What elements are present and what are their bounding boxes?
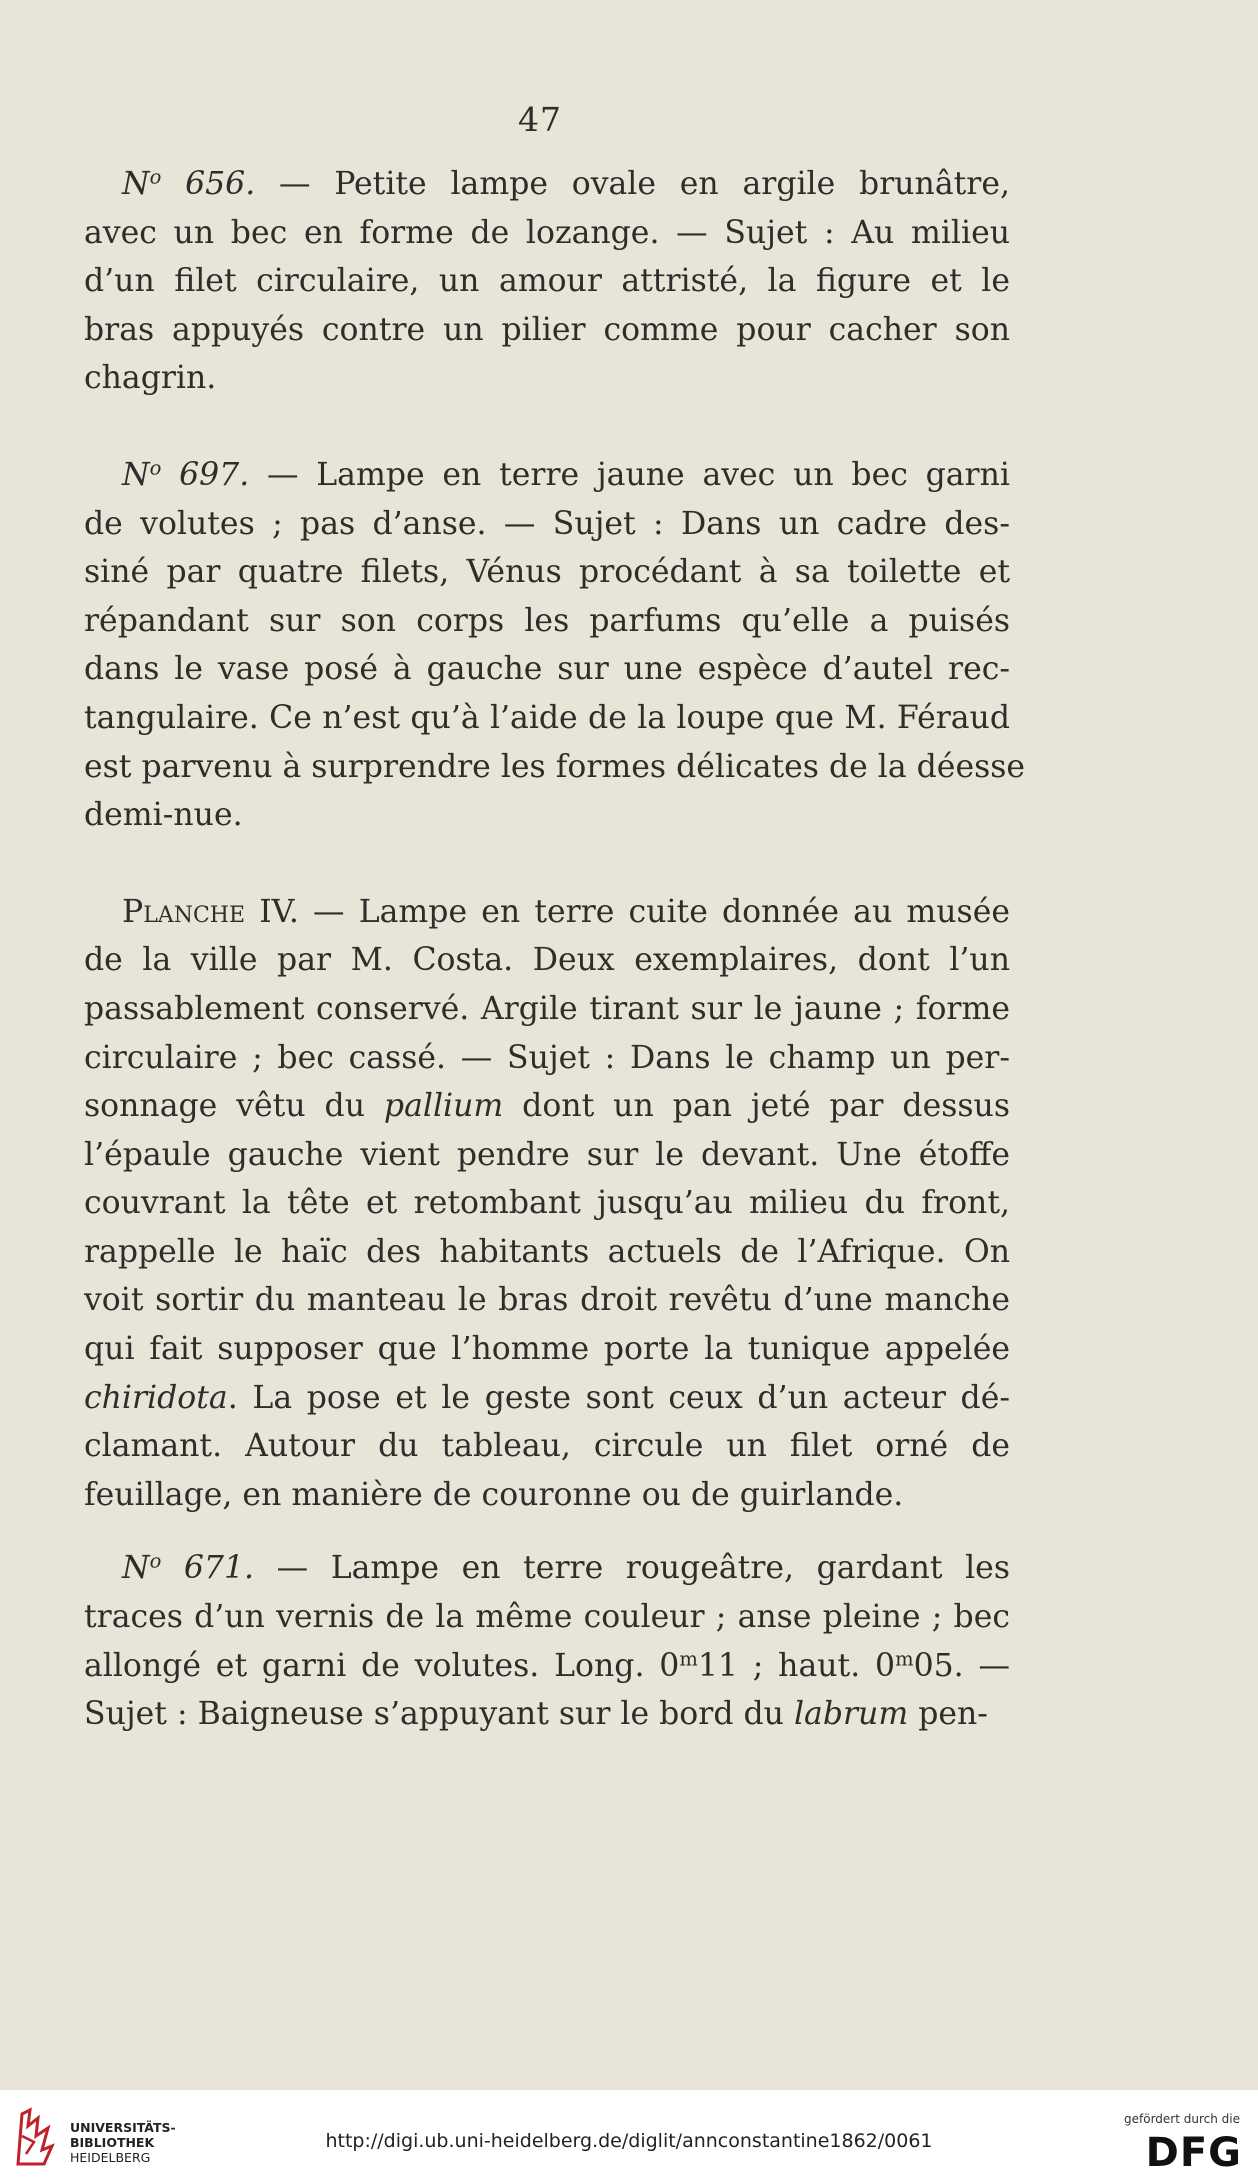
text-line: est parvenu à surprendre les formes délicates de la déesse [84, 748, 1026, 785]
text-line: clamant. Autour du tableau, circule un filet orné de [84, 1428, 1010, 1465]
text-line: tangulaire. Ce n’est qu’à l’aide de la loupe que M. Féraud [84, 699, 1010, 736]
text-line: demi-nue. [84, 797, 243, 834]
text-line: $N^o$ 697. — Lampe en terre jaune avec un bec garni [122, 456, 1010, 493]
body-text [84, 160, 1026, 1787]
text-line: circulaire ; bec cassé. — Sujet : Dans le champ un per- [84, 1039, 1010, 1076]
viewer-footer [0, 2090, 1258, 2181]
text-line: qui fait supposer que l’homme porte la tunique appelée [84, 1331, 1010, 1368]
text-line: d’un filet circulaire, un amour attristé, la figure et le [84, 263, 1010, 300]
text-line: passablement conservé. Argile tirant sur le jaune ; forme [84, 990, 1010, 1027]
text-line: voit sortir du manteau le bras droit revêtu d’une manche [84, 1282, 1010, 1319]
text-line: de volutes ; pas d’anse. — Sujet : Dans un cadre des- [84, 505, 1010, 542]
text-line: $N^o$ 671. — Lampe en terre rougeâtre, gardant les [122, 1549, 1010, 1587]
text-line: feuillage, en manière de couronne ou de guirlande. [84, 1476, 904, 1513]
text-line: allongé et garni de volutes. Long. 0$^m$11 ; haut. 0$^m$05. — [84, 1646, 1011, 1684]
text-line: Sujet : Baigneuse s’appuyant sur le bord du labrum pen- [84, 1696, 988, 1733]
funded-by-label: gefördert durch die [1124, 2112, 1240, 2126]
library-name-line2: BIBLIOTHEK [70, 2135, 155, 2150]
text-line: dans le vase posé à gauche sur une espèce d’autel rec- [84, 651, 1010, 688]
library-name-line3: HEIDELBERG [70, 2150, 151, 2165]
text-line: rappelle le haïc des habitants actuels de l’Afrique. On [84, 1233, 1010, 1270]
text-line: l’épaule gauche vient pendre sur le devant. Une étoffe [84, 1136, 1010, 1173]
text-line: traces d’un vernis de la même couleur ; anse pleine ; bec [84, 1599, 1010, 1636]
text-line: couvrant la tête et retombant jusqu’au milieu du front, [84, 1185, 1010, 1222]
text-line: chiridota. La pose et le geste sont ceux d’un acteur dé- [84, 1379, 1010, 1416]
page-number: 47 [518, 100, 562, 139]
text-line: répandant sur son corps les parfums qu’elle a puisés [84, 602, 1010, 639]
paragraph [84, 1544, 1010, 1738]
text-line: Planche IV. — Lampe en terre cuite donnée au musée [122, 893, 1010, 930]
permalink-url[interactable]: http://digi.ub.uni-heidelberg.de/diglit/annconstantine1862/0061 [325, 2130, 933, 2152]
text-line: sonnage vêtu du pallium dont un pan jeté par dessus [84, 1088, 1010, 1125]
paragraph [84, 451, 1026, 840]
text-line: $N^o$ 656. — Petite lampe ovale en argile brunâtre, [122, 165, 1010, 202]
dfg-logo[interactable]: DFG [1145, 2130, 1242, 2176]
text-line: bras appuyés contre un pilier comme pour cacher son [84, 311, 1010, 348]
paragraph [84, 160, 1010, 403]
text-line: de la ville par M. Costa. Deux exemplaires, dont l’un [84, 942, 1010, 979]
text-line: chagrin. [84, 360, 217, 397]
text-line: siné par quatre filets, Vénus procédant à sa toilette et [84, 554, 1010, 591]
paragraph [84, 888, 1010, 1520]
text-line: avec un bec en forme de lozange. — Sujet : Au milieu [84, 214, 1010, 251]
library-name-line1: UNIVERSITÄTS- [70, 2120, 176, 2135]
